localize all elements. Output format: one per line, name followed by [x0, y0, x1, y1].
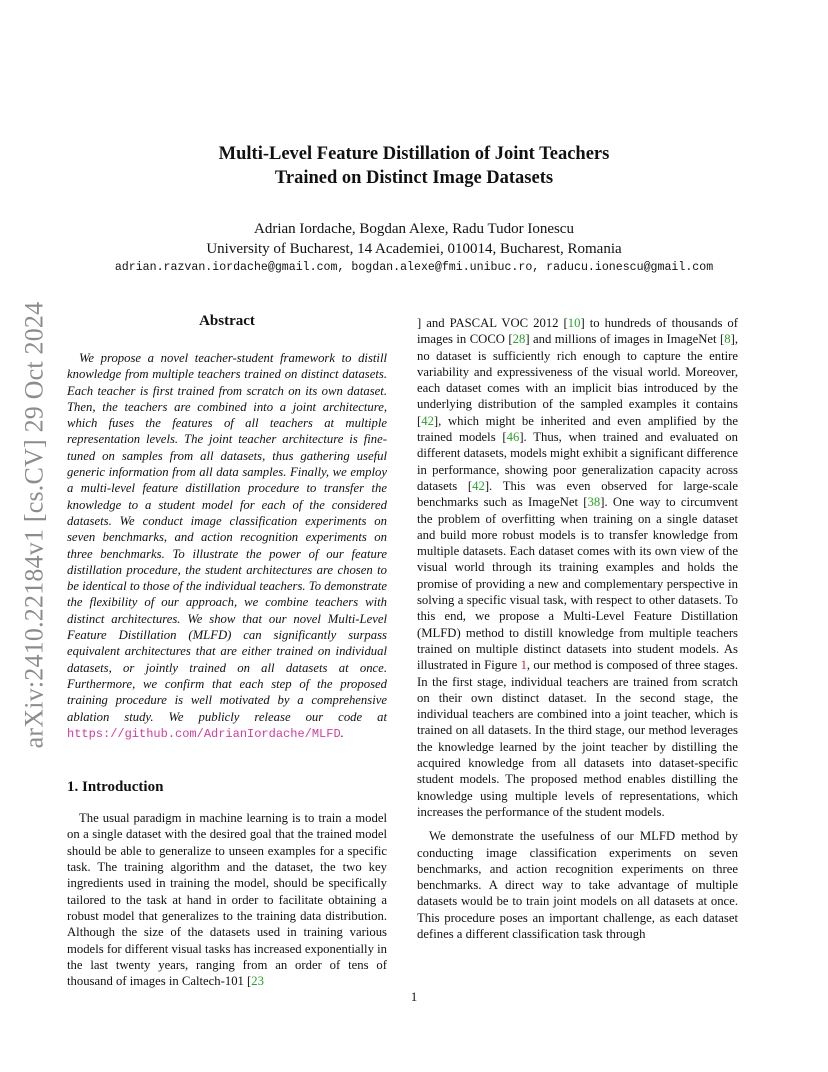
title-line-1: Multi-Level Feature Distillation of Joint Teachers: [218, 144, 610, 164]
intro-paragraph-1: The usual paradigm in machine learning is to train a model on a single dataset with the desired goal that the trained model should be able to generalize to unseen examples for a specific task. The training algorithm and the dataset, the two key ingredients used in training the model, should be specifically tailored to the task at hand in order to facilitate obtaining a robust model that generalizes to the training data distribution. Although the size of the datasets used in training various models for different visual tasks has increased exponentially in the last twenty years, ranging from an order of tens of thousand of images in Caltech-101 [23: [67, 811, 387, 989]
paper-title: [120, 142, 708, 190]
author-names: Adrian Iordache, Bogdan Alexe, Radu Tudor Ionescu: [254, 221, 574, 237]
title-line-2: Trained on Distinct Image Datasets: [274, 168, 554, 188]
code-link[interactable]: https://github.com/AdrianIordache/MLFD: [67, 726, 341, 741]
intro-paragraph-2: We demonstrate the usefulness of our MLFD method by conducting image classification experiments on seven benchmarks, and action recognition experiments on three benchmarks. A direct way to take advantage of multiple datasets would be to train joint models on all datasets at once. This procedure poses an important challenge, as each dataset defines a different classification task through: [417, 829, 738, 941]
citation-28[interactable]: 28: [512, 332, 526, 347]
abstract-heading: Abstract: [199, 313, 255, 329]
citation-42-second[interactable]: 42: [472, 478, 485, 493]
right-column: [417, 315, 738, 942]
author-emails: adrian.razvan.iordache@gmail.com, bogdan.alexe@fmi.unibuc.ro, raducu.ionescu@gmail.com: [114, 261, 714, 274]
citation-10[interactable]: 10: [567, 316, 581, 330]
arxiv-identifier-stamp: arXiv:2410.22184v1 [cs.CV] 29 Oct 2024: [19, 301, 48, 749]
author-block: [80, 219, 748, 259]
intro-paragraph-1-continued: ] and PASCAL VOC 2012 [10] to hundreds of thousands of images in COCO [28] and millions of images in ImageNet [8], no dataset is sufficiently rich enough to capture the entire variability and expressiveness of the visual world. Moreover, each dataset comes with an implicit bias introduced by the underlying distribution of the sampled examples it contains [42], which might be inherited and even amplified by the trained models [46]. Thus, when trained and evaluated on different datasets, models might exhibit a significant difference in performance, showing poor generalization capacity across datasets [42]. This was even observed for large-scale benchmarks such as ImageNet [38]. One way to circumvent the problem of overfitting when training on a single dataset and build more robust models is to transfer knowledge from multiple datasets. Each dataset comes with its own view of the visual world through its training examples and holds the promise of providing a new and complementary perspective in solving a specific visual task, with respect to other datasets. To this end, we propose a Multi-Level Feature Distillation (MLFD) method to distill knowledge from multiple teachers trained on multiple distinct datasets into student models. As illustrated in Figure 1, our method is composed of three stages. In the first stage, individual teachers are trained from scratch on their own distinct dataset. In the second stage, the individual teachers are combined into a joint teacher, which is trained on all datasets. In the third stage, our method leverages the knowledge learned by the joint teacher by distilling the acquired knowledge from all datasets into dataset-specific student models. The proposed method enables distilling the knowledge using multiple levels of representations, which increases the performance of the student models.: [417, 316, 738, 819]
citation-38[interactable]: 38: [587, 495, 601, 510]
citation-46[interactable]: 46: [506, 430, 520, 445]
citation-23[interactable]: 23: [251, 974, 264, 989]
page-number: 1: [410, 990, 418, 1004]
citation-42[interactable]: 42: [421, 413, 434, 428]
affiliation: University of Bucharest, 14 Academiei, 010014, Bucharest, Romania: [206, 241, 622, 257]
abstract-text: We propose a novel teacher-student framework to distill knowledge from multiple teachers trained on distinct datasets. Each teacher is first trained from scratch on its own dataset. Then, the teachers are combined into a joint architecture, which fuses the features of all teachers at multiple representation levels. The joint teacher architecture is fine-tuned on samples from all datasets, thus gathering useful generic information from all data samples. Finally, we employ a multi-level feature distillation procedure to transfer the knowledge to a student model for each of the considered datasets. We conduct image classification experiments on seven benchmarks, and action recognition experiments on three benchmarks. To illustrate the power of our feature distillation procedure, the student architectures are chosen to be identical to those of the individual teachers. To demonstrate the flexibility of our approach, we combine teachers with distinct architectures. We show that our novel Multi-Level Feature Distillation (MLFD) can significantly surpass equivalent architectures that are either trained on individual datasets, or jointly trained on all datasets at once. Furthermore, we confirm that each step of the proposed training procedure is well motivated by a comprehensive ablation study. We publicly release our code at https://github.com/AdrianIordache/MLFD.: [67, 351, 387, 741]
introduction-heading: 1. Introduction: [67, 779, 164, 796]
citation-8[interactable]: 8: [724, 332, 731, 347]
left-column: [67, 312, 387, 989]
figure-1-reference[interactable]: 1: [520, 658, 527, 673]
